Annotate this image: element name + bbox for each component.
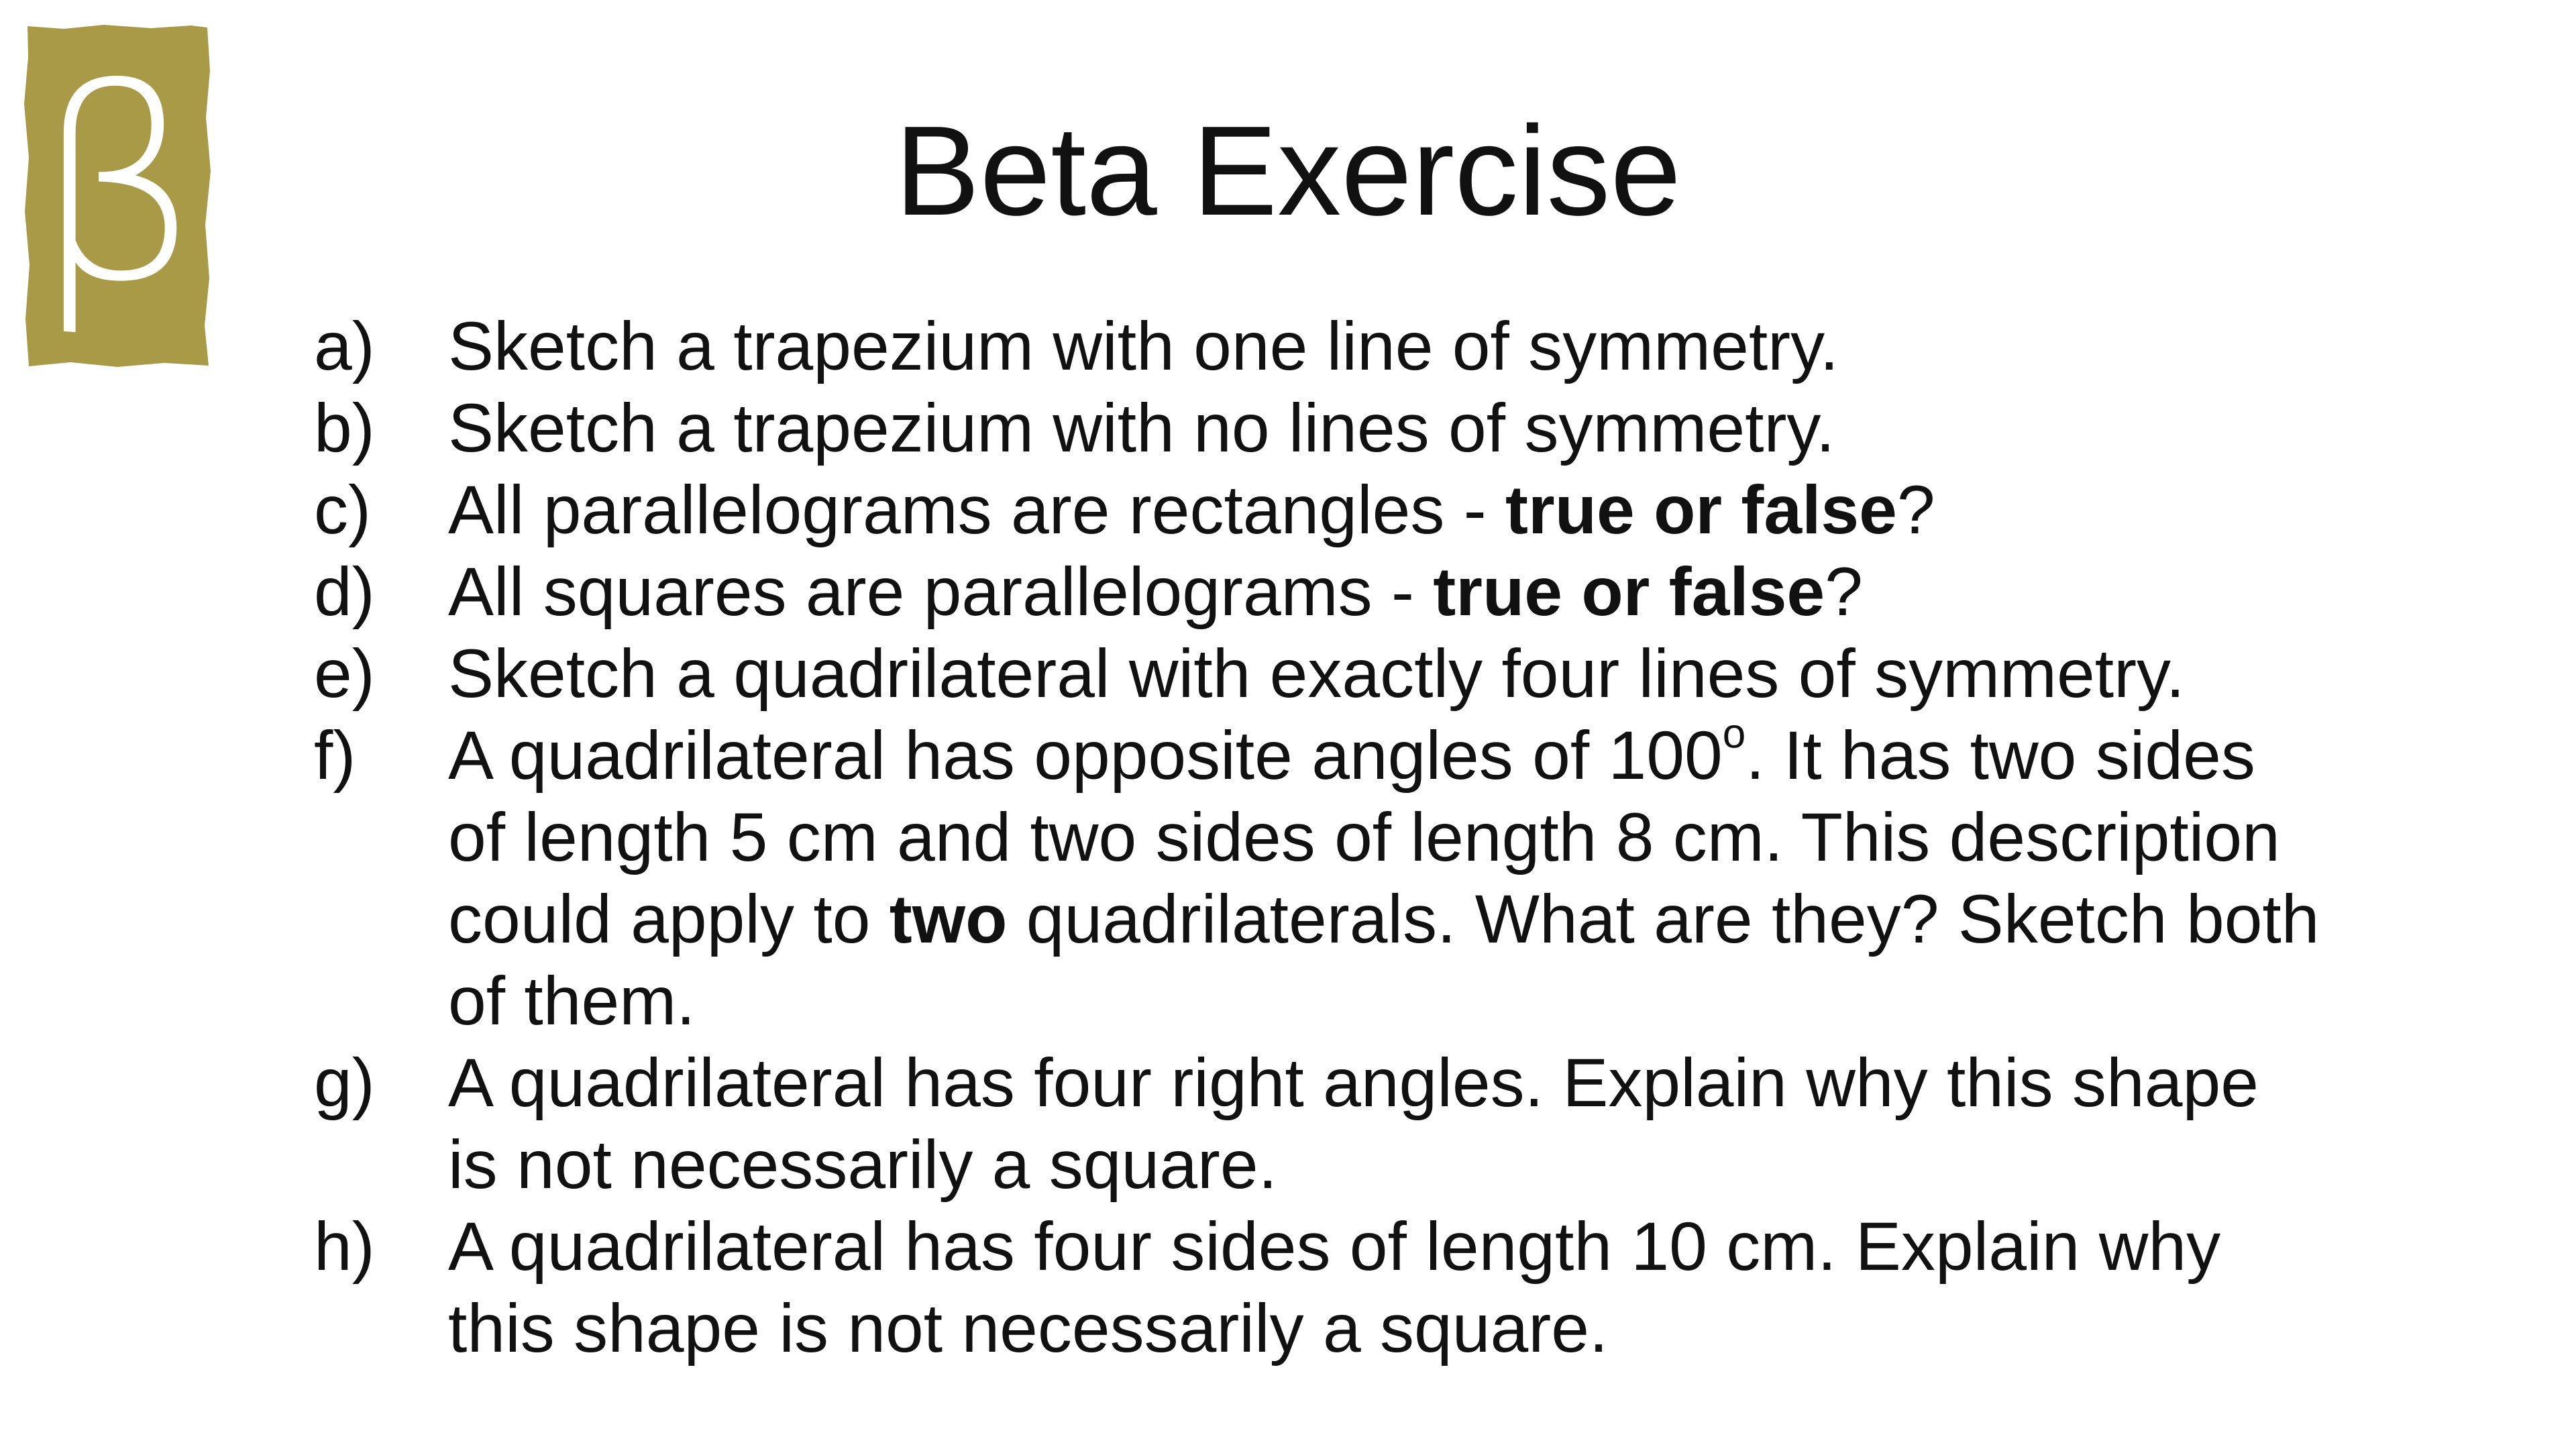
- item-marker: b): [314, 390, 375, 466]
- item-bold-text: true or false: [1505, 472, 1897, 548]
- item-text: All parallelograms are rectangles -: [448, 472, 1506, 548]
- item-marker: h): [314, 1208, 375, 1285]
- item-marker: g): [314, 1044, 375, 1121]
- item-text: Sketch a trapezium with one line of symmetry.: [448, 308, 1839, 384]
- item-marker: f): [314, 717, 356, 794]
- item-marker: c): [314, 472, 371, 548]
- exercise-item-e: [314, 633, 2326, 714]
- item-text: Sketch a trapezium with no lines of symmetry.: [448, 390, 1835, 466]
- item-bold-text: two: [889, 881, 1008, 957]
- item-text-end: ?: [1825, 553, 1863, 630]
- exercise-item-d: [314, 551, 2326, 633]
- exercise-item-b: [314, 387, 2326, 469]
- item-bold-text: true or false: [1433, 553, 1825, 630]
- exercise-item-g: [314, 1042, 2326, 1205]
- item-text: All squares are parallelograms -: [448, 553, 1434, 630]
- exercise-list: [314, 305, 2326, 1369]
- degree-symbol: o: [1722, 710, 1746, 757]
- item-marker: a): [314, 308, 375, 384]
- item-marker: d): [314, 553, 375, 630]
- exercise-item-h: [314, 1205, 2326, 1369]
- item-text-3: quadrilaterals. What are they? Sketch both of them.: [448, 881, 2320, 1039]
- exercise-item-c: [314, 469, 2326, 551]
- item-text: A quadrilateral has four sides of length 10 cm. Explain why this shape is not necessarily a square.: [448, 1208, 2221, 1366]
- slide-title: Beta Exercise: [894, 100, 1682, 242]
- item-text-end: ?: [1896, 472, 1935, 548]
- beta-letter: β: [32, 32, 203, 340]
- item-text-2: . It has two sides of length 5 cm and two sides of length 8 cm. This description could apply to: [448, 717, 2280, 957]
- exercise-item-f: [314, 710, 2326, 1042]
- item-marker: e): [314, 635, 375, 712]
- item-text: A quadrilateral has four right angles. Explain why this shape is not necessarily a square.: [448, 1044, 2259, 1203]
- item-text: Sketch a quadrilateral with exactly four lines of symmetry.: [448, 635, 2185, 712]
- exercise-item-a: [314, 305, 2326, 387]
- item-text: A quadrilateral has opposite angles of 100: [448, 717, 1723, 794]
